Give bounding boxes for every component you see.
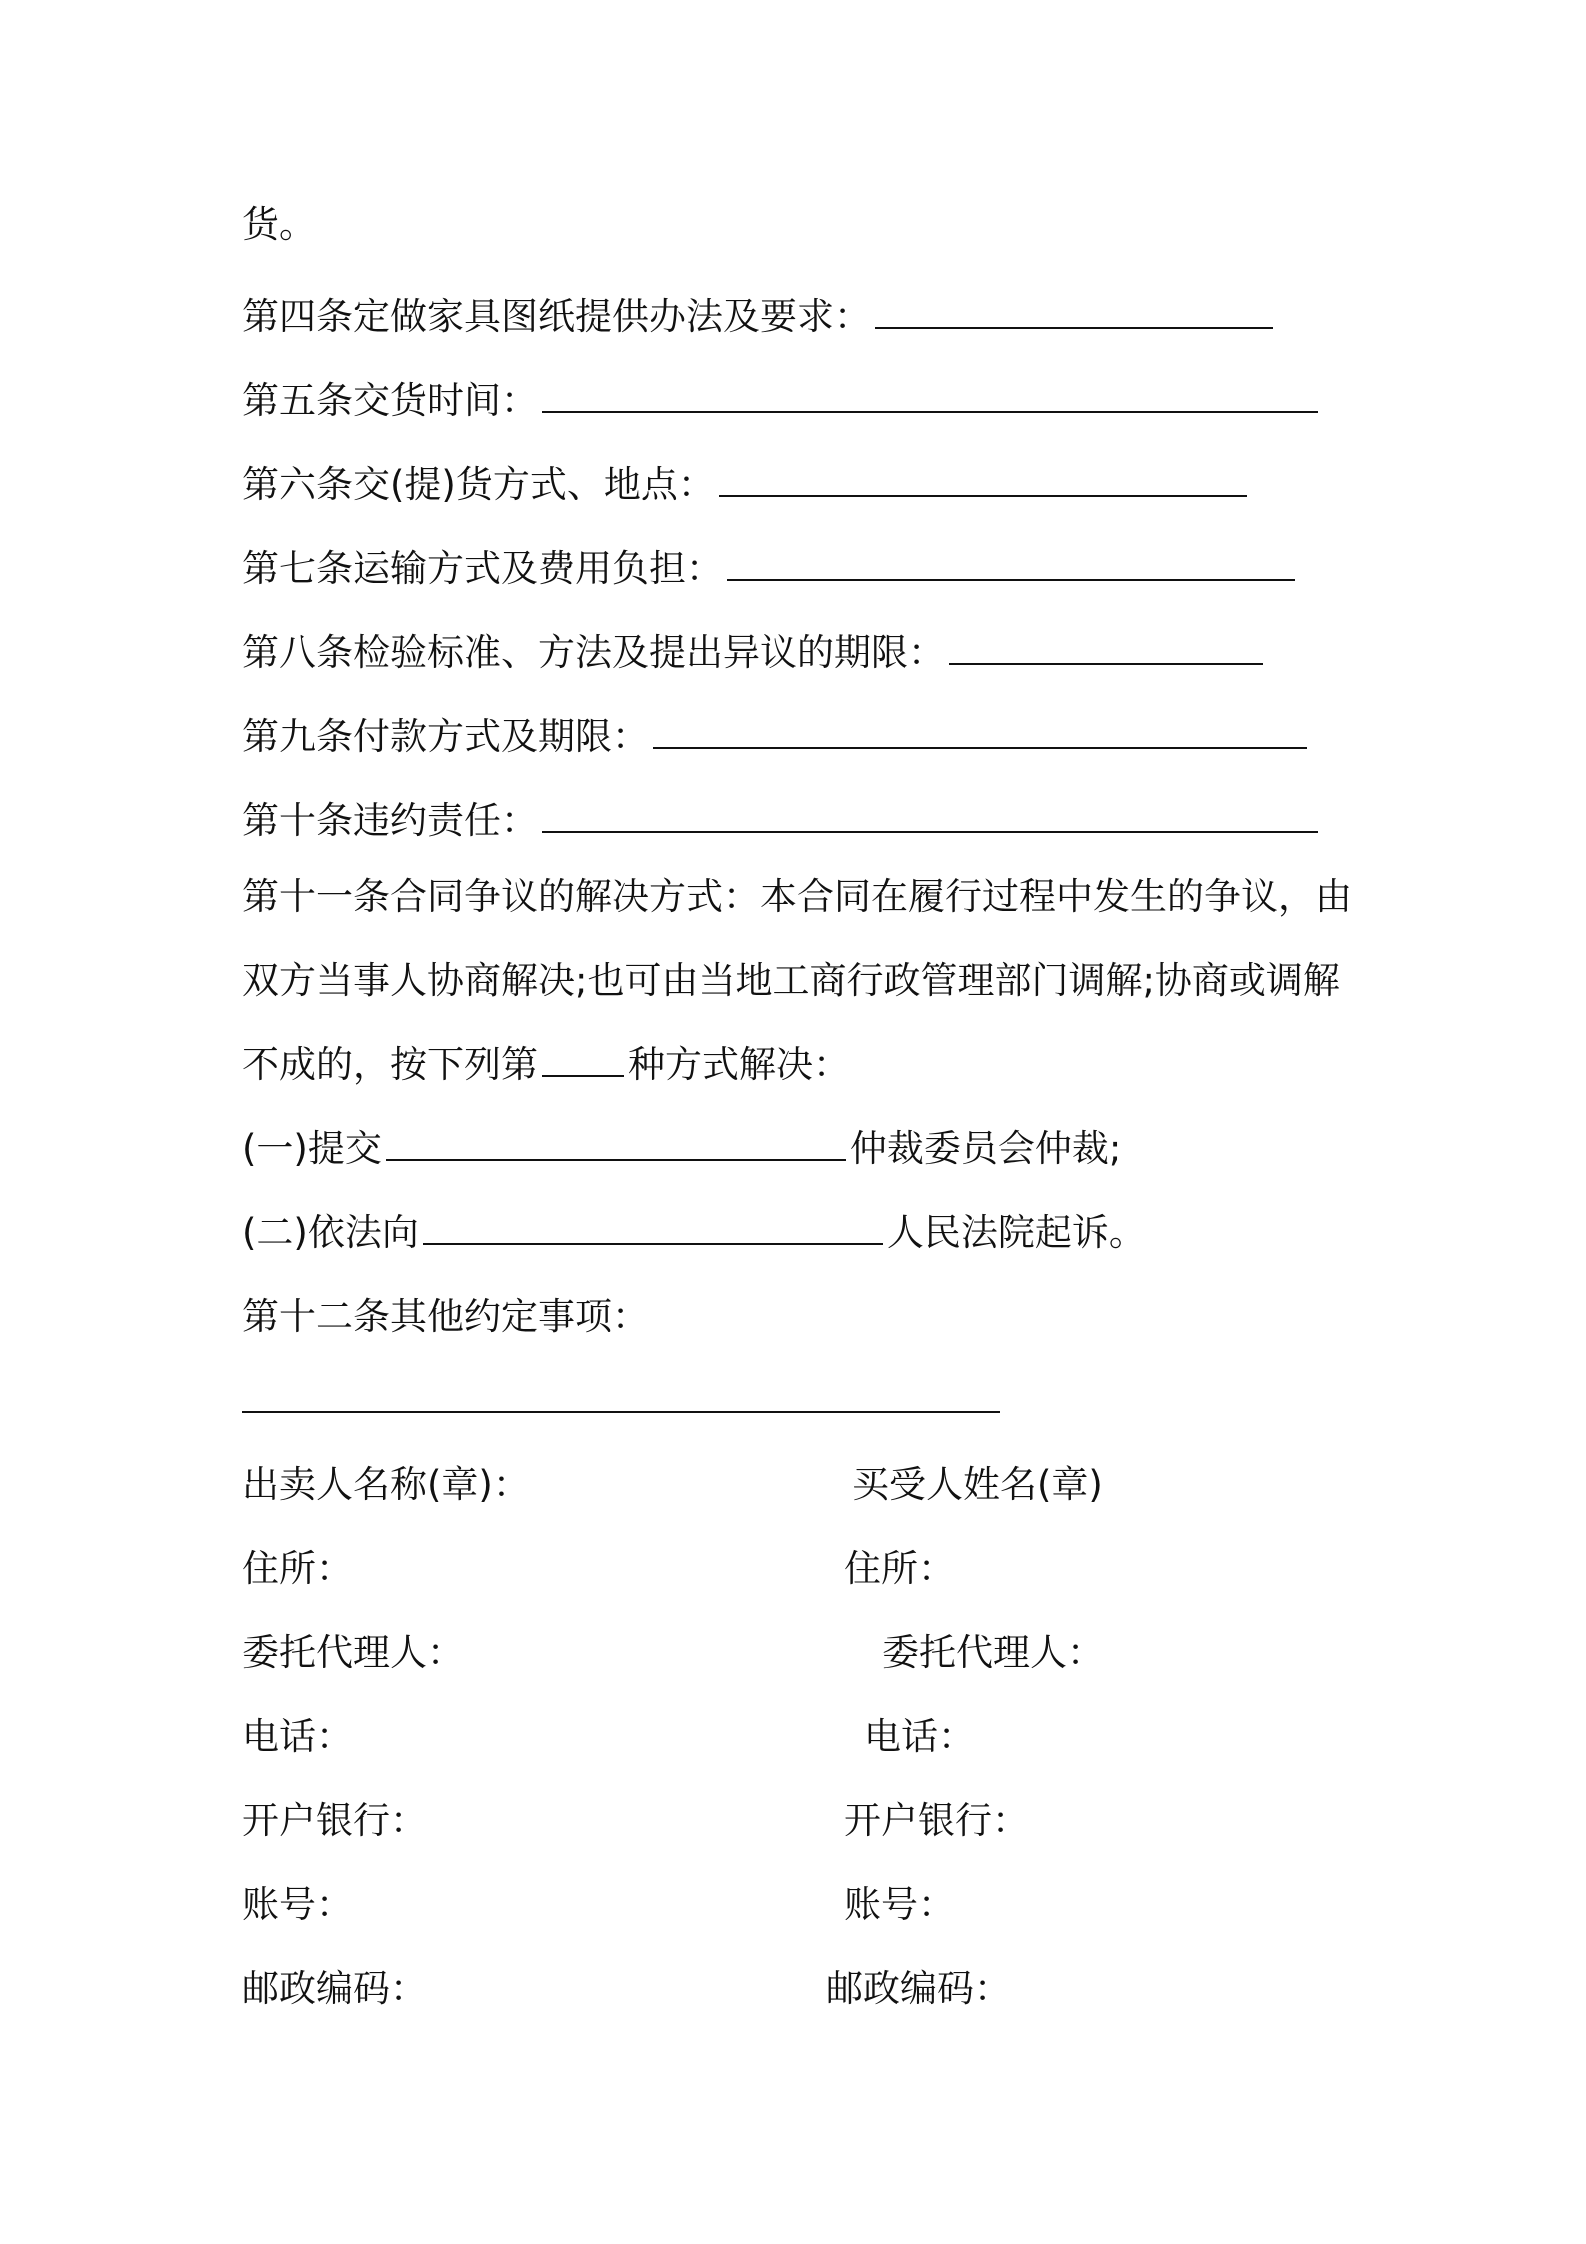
clause-12 [242, 1294, 649, 1340]
fill-in-blank[interactable] [653, 717, 1307, 749]
text-line [242, 202, 316, 248]
buyer-postcode-label: 邮政编码： [826, 1967, 1011, 2010]
seller-address-label: 住所： [242, 1547, 353, 1590]
fill-in-blank[interactable] [386, 1129, 846, 1161]
buyer-name-label: 买受人姓名(章) [852, 1463, 1103, 1506]
clause-12-blank-line [242, 1378, 1000, 1424]
clause-10 [242, 798, 1318, 844]
clause-label: 第九条付款方式及期限： [242, 715, 649, 758]
seller-postcode-label: 邮政编码： [242, 1967, 427, 2010]
fill-in-blank[interactable] [719, 465, 1247, 497]
clause-7 [242, 546, 1295, 592]
fill-in-blank[interactable] [727, 549, 1295, 581]
clause-label: 第五条交货时间： [242, 379, 538, 422]
fill-in-blank[interactable] [542, 801, 1318, 833]
clause-9 [242, 714, 1307, 760]
seller-name-label: 出卖人名称(章)： [242, 1463, 530, 1506]
option-text: 仲裁委员会仲裁; [849, 1127, 1122, 1170]
fill-in-blank[interactable] [542, 381, 1318, 413]
line-text: 不成的，按下列第 [242, 1043, 538, 1086]
line-text: 第十一条合同争议的解决方式：本合同在履行过程中发生的争议，由 [242, 875, 1352, 918]
clause-11-line-2 [242, 958, 1340, 1004]
fill-in-blank[interactable] [949, 633, 1263, 665]
clause-6 [242, 462, 1247, 508]
clause-label: 第六条交(提)货方式、地点： [242, 463, 715, 506]
option-litigation [242, 1210, 1146, 1256]
buyer-agent-label: 委托代理人： [882, 1631, 1104, 1674]
seller-account-label: 账号： [242, 1883, 353, 1926]
line-text: 货。 [242, 203, 316, 246]
clause-8 [242, 630, 1263, 676]
clause-4 [242, 294, 1273, 340]
seller-bank-label: 开户银行： [242, 1799, 427, 1842]
line-text: 种方式解决： [628, 1043, 850, 1086]
clause-11-line-3 [242, 1042, 850, 1088]
clause-label: 第七条运输方式及费用负担： [242, 547, 723, 590]
seller-phone-label: 电话： [242, 1715, 353, 1758]
clause-label: 第十条违约责任： [242, 799, 538, 842]
option-text: 人民法院起诉。 [886, 1211, 1146, 1254]
option-arbitration [242, 1126, 1121, 1172]
option-label: (二)依法向 [242, 1211, 419, 1254]
clause-label: 第十二条其他约定事项： [242, 1295, 649, 1338]
clause-5 [242, 378, 1318, 424]
clause-11-line-1 [242, 874, 1352, 920]
buyer-phone-label: 电话： [864, 1715, 975, 1758]
clause-label: 第八条检验标准、方法及提出异议的期限： [242, 631, 945, 674]
seller-agent-label: 委托代理人： [242, 1631, 464, 1674]
fill-in-blank[interactable] [423, 1213, 883, 1245]
buyer-account-label: 账号： [844, 1883, 955, 1926]
fill-in-blank[interactable] [242, 1381, 1000, 1413]
fill-in-blank[interactable] [875, 297, 1273, 329]
buyer-address-label: 住所： [844, 1547, 955, 1590]
fill-in-blank[interactable] [542, 1045, 624, 1077]
clause-label: 第四条定做家具图纸提供办法及要求： [242, 295, 871, 338]
line-text: 双方当事人协商解决;也可由当地工商行政管理部门调解;协商或调解 [242, 959, 1340, 1002]
buyer-bank-label: 开户银行： [844, 1799, 1029, 1842]
option-label: (一)提交 [242, 1127, 382, 1170]
